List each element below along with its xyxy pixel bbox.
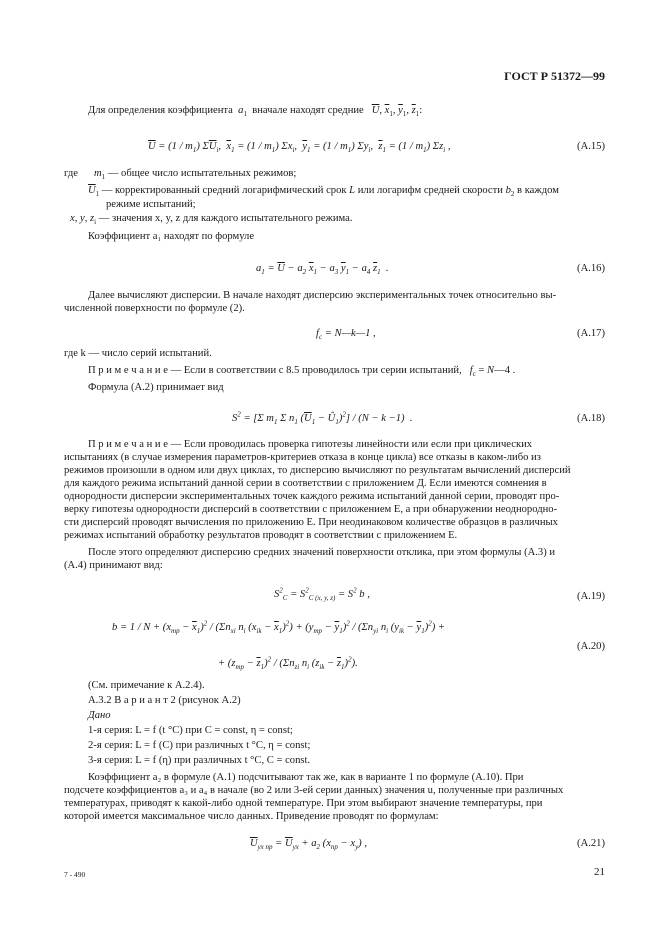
page-number: 21: [594, 866, 605, 878]
section-title: В а р и а н т 2 (рисунок A.2): [114, 695, 241, 706]
definition-u: $\overline{U}_1$ — корректированный средний логарифмический срок L или логарифм средней скорости $b_2$ в каждом: [88, 185, 559, 199]
equation-a15: $\overline{U} = (1 / m_1)$ $\Sigma\overline{U}_i$, $\overline{x}_1 = (1 / m_1)$ $\Sigma x_i$, $\overline{y}_1 = (1 / m_1)$ $\Sigma y_i$, $\overline{z}_1 = (1 / m_1)$ $\Sigma z_i$ ,: [148, 141, 451, 155]
definition-u-text-2: или логарифм средней скорости: [357, 185, 503, 196]
paragraph-see-note: (См. примечание к A.2.4).: [88, 680, 205, 691]
definition-u-text-1: — корректированный средний логарифмический срок: [101, 185, 347, 196]
equation-a20-label: (A.20): [577, 641, 605, 652]
section-number: A.3.2: [88, 695, 112, 706]
definition-xyz-text: — значения x, y, z для каждого испытательного режима.: [98, 213, 353, 224]
definition-m-text: — общее число испытательных режимов;: [107, 168, 297, 179]
paragraph-formula-a2: Формула (A.2) принимает вид: [88, 382, 224, 393]
equation-a20-line1: $b = 1 / N + (x_{тр} - \overline{x}_1)^2 / (\Sigma n_{xi}$ $n_i$ $(x_{ik} - \overline{x}_1)^2) + (y_{тр} - \overline{y}_1)^2 / (\Sigma n_{yi}$ $n_i$ $(y_{ik} - \overline{y}_1)^2$) +: [112, 619, 446, 636]
note-series: П р и м е ч а н и е — Если в соответствии с 8.5 проводилось три серии испытаний, $f_c$ = N—4 .: [88, 365, 516, 379]
paragraph-coef-line4: которой имеется максимальное число данных. Приведение проводят по формулам:: [64, 811, 439, 822]
definition-u-text-3: в каждом: [517, 185, 559, 196]
paragraph-variance-line1: Далее вычисляют дисперсии. В начале находят дисперсию экспериментальных точек относительно вы-: [88, 290, 557, 301]
section-heading: [88, 694, 241, 707]
paragraph-mean-variance-line1: После этого определяют дисперсию средних значений поверхности отклика, при этом формулы (A.3) и: [88, 547, 556, 558]
equation-a16-label: (A.16): [577, 263, 605, 274]
paragraph-mean-variance-line2: (A.4) принимают вид:: [64, 560, 163, 571]
document-code: ГОСТ Р 51372—99: [504, 69, 605, 83]
paragraph-intro-text-2: вначале находят средние: [252, 105, 364, 116]
equation-a17: $f_c$ = N—k—1 ,: [316, 328, 376, 342]
series-2: 2-я серия: L = f (C) при различных t °C, η = const;: [88, 740, 311, 751]
note-hypothesis-line5: однородности дисперсии экспериментальных точек каждого режима испытаний данной серии, проводят про-: [64, 491, 560, 502]
note-series-label: П р и м е ч а н и е —: [88, 365, 182, 376]
paragraph-k-def: где k — число серий испытаний.: [64, 348, 212, 359]
series-1: 1-я серия: L = f (t °C) при C = const, η = const;: [88, 725, 293, 736]
paragraph-coef-a1: Коэффициент a₁ находят по формуле: [88, 231, 255, 242]
note-hypothesis-line1: П р и м е ч а н и е — Если проводилась проверка гипотезы линейности или если при циклических: [88, 439, 533, 450]
equation-a20-line2: + $(z_{тр} - \overline{z}_1)^2 / (\Sigma n_{zi}$ $n_i$ $(z_{ik} - \overline{z}_1)^2$).: [218, 655, 358, 672]
definition-m: $m_1$ — общее число испытательных режимов;: [94, 168, 297, 182]
equation-a21: $\overline{U}_{ух пр} = \overline{U}_{ух} + a_2$ $(x_{пр} - x_у)$ ,: [250, 838, 367, 852]
note-series-text: Если в соответствии с 8.5 проводилось три серии испытаний,: [183, 365, 462, 376]
equation-a21-label: (A.21): [577, 838, 605, 849]
footer-code: 7 - 490: [64, 870, 86, 879]
paragraph-coef-line2: подсчете коэффициентов a₃ и a₄ в начале (во 2 или 3-ей серии данных) значения u, полученные при различных: [64, 785, 564, 796]
series-3: 3-я серия: L = f (η) при различных t °C, C = const.: [88, 755, 311, 766]
equation-a19-label: (A.19): [577, 591, 605, 602]
definition-xyz: x, y, $z_i$ — значения x, y, z для каждого испытательного режима.: [70, 213, 353, 227]
equation-a18-label: (A.18): [577, 413, 605, 424]
paragraph-coef-line1: Коэффициент a₂ в формуле (A.1) подсчитывают так же, как в варианте 1 по формуле (A.10). При: [88, 772, 524, 783]
note-hypothesis-line8: режимах испытаний обработку результатов проводят в соответствии с приложением Е.: [64, 530, 458, 541]
equation-a15-label: (A.15): [577, 141, 605, 152]
equation-a19: $S^2_C = S^2_{C (x, y, z)} = S^2$ b ,: [274, 586, 370, 603]
paragraph-variance-line2: численной поверхности по формуле (2).: [64, 303, 245, 314]
equation-a17-label: (A.17): [577, 328, 605, 339]
paragraph-coef-line3: температурах, приводят к какой-либо одной температуре. При этом выбирают значение температуры, при: [64, 798, 543, 809]
equation-a16: $a_1 = \overline{U} - a_2$ $\overline{x}_1 - a_3$ $\overline{y}_1 - a_4$ $\overline{z}_1$ .: [256, 263, 389, 277]
note-hypothesis-line7: сти дисперсий проводят вычисления по приложению Е. При неодинаковом количестве образцов в различных: [64, 517, 558, 528]
definitions-where: где: [64, 168, 78, 179]
definition-u-cont: режиме испытаний;: [106, 199, 196, 210]
given-label: Дано: [88, 710, 111, 721]
equation-a18: $S^2 = [\Sigma$ $m_1$ Σ $n_1$ ($\overline{U}_1$ − $Û_1)^2] / (N - k -1)$ .: [232, 410, 413, 427]
note-hypothesis-line4: для каждого режима испытаний данной серии в соответствии с приложением Д. Если имеются сомнения в: [64, 478, 547, 489]
note-hypothesis-line6: верку гипотезы однородности дисперсий в соответствии с приложением Е, а при обнаружении неоднородно-: [64, 504, 558, 515]
paragraph-intro: Для определения коэффициента $a_1$ вначале находят средние $\overline{U}$, $\overline{x}_1$, $\overline{y}_1$, $\overline{z}_1$:: [88, 105, 423, 119]
paragraph-intro-text: Для определения коэффициента: [88, 105, 233, 116]
note-hypothesis-line3: режимов произошли в одном или двух циклах, то дисперсию вычисляют по результатам вычислений дисперсий: [64, 465, 571, 476]
note-hypothesis-line2: испытаниях (в случае измерения параметров-критериев отказа в конце цикла) все отказы в каком-либо из: [64, 452, 541, 463]
